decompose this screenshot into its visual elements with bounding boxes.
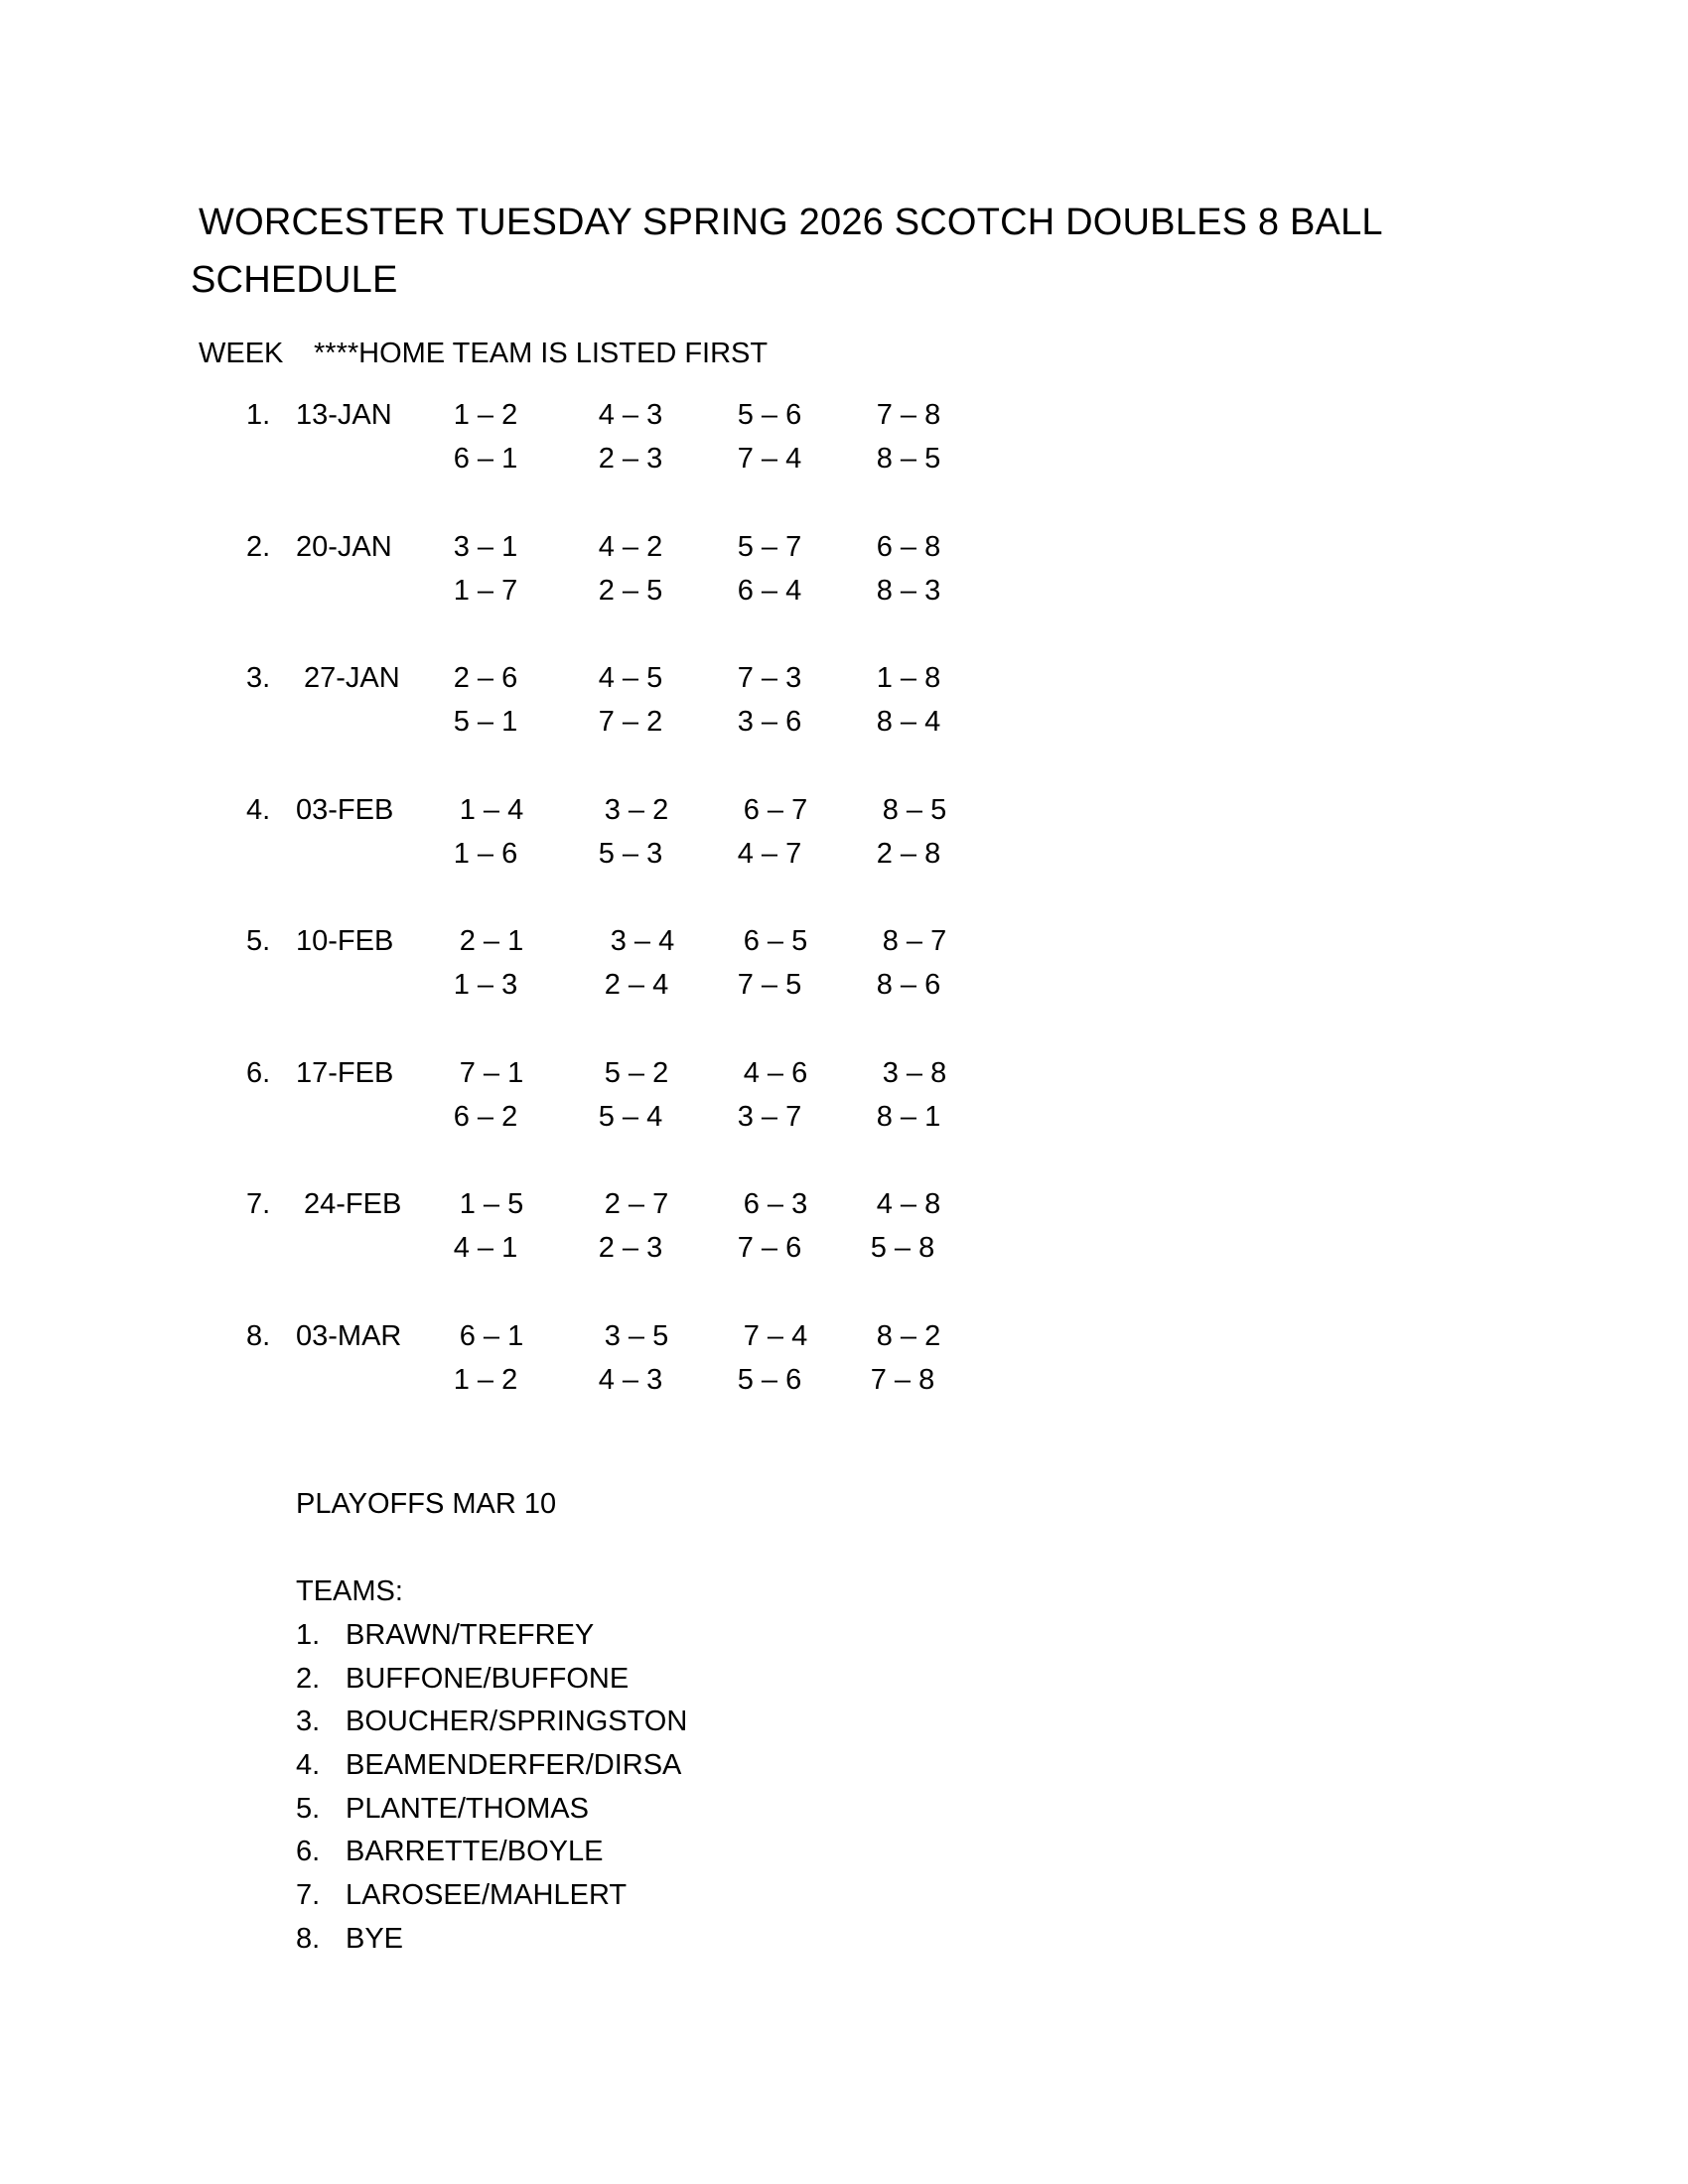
- match-pairing: 5 – 1: [453, 706, 518, 738]
- match-pairing: 7 – 3: [737, 662, 802, 694]
- match-pairing: 2 – 6: [453, 662, 518, 694]
- match-pairing: 3 – 6: [737, 706, 802, 738]
- team-number: 4.: [296, 1749, 321, 1782]
- team-list-item: [296, 1702, 687, 1745]
- team-number: 3.: [296, 1706, 321, 1738]
- team-name: BOUCHER/SPRINGSTON: [346, 1706, 688, 1738]
- week-number: 4.: [246, 793, 271, 826]
- week-number: 2.: [246, 530, 271, 563]
- match-pairing: 6 – 2: [453, 1100, 518, 1133]
- week-row: [0, 790, 1688, 878]
- match-pairing: 8 – 5: [876, 443, 941, 475]
- week-number: 5.: [246, 925, 271, 957]
- match-pairing: 6 – 1: [453, 443, 518, 475]
- match-pairing: 6 – 8: [876, 530, 941, 563]
- match-pairing: 5 – 6: [737, 399, 802, 431]
- team-name: BYE: [346, 1922, 404, 1955]
- teams-list: [296, 1615, 687, 1963]
- team-number: 8.: [296, 1922, 321, 1955]
- team-name: BUFFONE/BUFFONE: [346, 1662, 630, 1695]
- match-pairing: 7 – 8: [870, 1363, 935, 1396]
- match-pairing: 4 – 8: [876, 1188, 941, 1220]
- week-row: [0, 1184, 1688, 1272]
- match-pairing: 4 – 1: [453, 1232, 518, 1264]
- match-pairing: 5 – 8: [870, 1232, 935, 1264]
- match-pairing: 2 – 7: [604, 1188, 669, 1220]
- week-number: 6.: [246, 1056, 271, 1089]
- match-pairing: 5 – 7: [737, 530, 802, 563]
- title-line-1: WORCESTER TUESDAY SPRING 2026 SCOTCH DOUBLES 8 BALL: [199, 202, 1383, 243]
- match-pairing: 4 – 5: [598, 662, 663, 694]
- match-pairing: 3 – 2: [604, 793, 669, 826]
- home-team-note: ****HOME TEAM IS LISTED FIRST: [314, 338, 769, 369]
- match-pairing: 3 – 5: [604, 1319, 669, 1352]
- team-name: PLANTE/THOMAS: [346, 1792, 589, 1825]
- week-row: [0, 1053, 1688, 1141]
- match-pairing: 1 – 2: [453, 1363, 518, 1396]
- match-pairing: 2 – 3: [598, 1232, 663, 1264]
- week-date: 10-FEB: [296, 925, 394, 957]
- week-column-label: WEEK: [199, 338, 284, 369]
- team-number: 2.: [296, 1662, 321, 1695]
- week-number: 7.: [246, 1188, 271, 1220]
- match-pairing: 4 – 2: [598, 530, 663, 563]
- team-list-item: [296, 1615, 687, 1659]
- match-pairing: 2 – 3: [598, 443, 663, 475]
- match-pairing: 6 – 3: [743, 1188, 808, 1220]
- match-pairing: 7 – 2: [598, 706, 663, 738]
- title-line-2: SCHEDULE: [191, 259, 398, 301]
- week-date: 17-FEB: [296, 1056, 394, 1089]
- match-pairing: 5 – 4: [598, 1100, 663, 1133]
- match-pairing: 6 – 5: [743, 925, 808, 957]
- match-pairing: 2 – 8: [876, 837, 941, 870]
- week-row: [0, 1316, 1688, 1404]
- week-date: 24-FEB: [304, 1188, 402, 1220]
- team-list-item: [296, 1919, 687, 1963]
- team-number: 1.: [296, 1619, 321, 1651]
- team-number: 5.: [296, 1792, 321, 1825]
- page-title: [191, 194, 1529, 309]
- match-pairing: 6 – 4: [737, 574, 802, 607]
- week-number: 3.: [246, 662, 271, 694]
- match-pairing: 1 – 5: [459, 1188, 524, 1220]
- match-pairing: 7 – 1: [459, 1056, 524, 1089]
- team-number: 6.: [296, 1836, 321, 1868]
- team-name: BRAWN/TREFREY: [346, 1619, 595, 1651]
- team-list-item: [296, 1832, 687, 1875]
- match-pairing: 1 – 7: [453, 574, 518, 607]
- match-pairing: 1 – 8: [876, 662, 941, 694]
- match-pairing: 3 – 1: [453, 530, 518, 563]
- match-pairing: 7 – 5: [737, 969, 802, 1001]
- match-pairing: 4 – 6: [743, 1056, 808, 1089]
- team-name: LAROSEE/MAHLERT: [346, 1879, 628, 1912]
- week-date: 03-FEB: [296, 793, 394, 826]
- match-pairing: 8 – 6: [876, 969, 941, 1001]
- match-pairing: 1 – 4: [459, 793, 524, 826]
- match-pairing: 2 – 5: [598, 574, 663, 607]
- team-name: BEAMENDERFER/DIRSA: [346, 1749, 682, 1782]
- match-pairing: 8 – 1: [876, 1100, 941, 1133]
- match-pairing: 5 – 6: [737, 1363, 802, 1396]
- match-pairing: 5 – 3: [598, 837, 663, 870]
- match-pairing: 8 – 2: [876, 1319, 941, 1352]
- week-date: 20-JAN: [296, 530, 392, 563]
- match-pairing: 2 – 4: [604, 969, 669, 1001]
- match-pairing: 3 – 7: [737, 1100, 802, 1133]
- week-number: 8.: [246, 1319, 271, 1352]
- match-pairing: 4 – 3: [598, 399, 663, 431]
- match-pairing: 6 – 1: [459, 1319, 524, 1352]
- week-row: [0, 395, 1688, 482]
- match-pairing: 8 – 4: [876, 706, 941, 738]
- match-pairing: 8 – 3: [876, 574, 941, 607]
- match-pairing: 3 – 4: [610, 925, 675, 957]
- match-pairing: 2 – 1: [459, 925, 524, 957]
- week-date: 03-MAR: [296, 1319, 402, 1352]
- match-pairing: 7 – 4: [737, 443, 802, 475]
- match-pairing: 5 – 2: [604, 1056, 669, 1089]
- team-list-item: [296, 1789, 687, 1833]
- week-row: [0, 527, 1688, 614]
- match-pairing: 3 – 8: [882, 1056, 947, 1089]
- team-name: BARRETTE/BOYLE: [346, 1836, 604, 1868]
- match-pairing: 4 – 7: [737, 837, 802, 870]
- team-list-item: [296, 1875, 687, 1919]
- match-pairing: 6 – 7: [743, 793, 808, 826]
- week-number: 1.: [246, 399, 271, 431]
- week-row: [0, 921, 1688, 1009]
- team-list-item: [296, 1659, 687, 1703]
- teams-heading: TEAMS:: [296, 1575, 403, 1607]
- match-pairing: 4 – 3: [598, 1363, 663, 1396]
- match-pairing: 8 – 5: [882, 793, 947, 826]
- team-list-item: [296, 1745, 687, 1789]
- week-row: [0, 658, 1688, 746]
- team-number: 7.: [296, 1879, 321, 1912]
- match-pairing: 1 – 3: [453, 969, 518, 1001]
- match-pairing: 7 – 8: [876, 399, 941, 431]
- week-date: 27-JAN: [304, 662, 400, 694]
- playoffs-date: PLAYOFFS MAR 10: [296, 1488, 557, 1520]
- match-pairing: 8 – 7: [882, 925, 947, 957]
- week-date: 13-JAN: [296, 399, 392, 431]
- match-pairing: 1 – 6: [453, 837, 518, 870]
- match-pairing: 1 – 2: [453, 399, 518, 431]
- match-pairing: 7 – 4: [743, 1319, 808, 1352]
- match-pairing: 7 – 6: [737, 1232, 802, 1264]
